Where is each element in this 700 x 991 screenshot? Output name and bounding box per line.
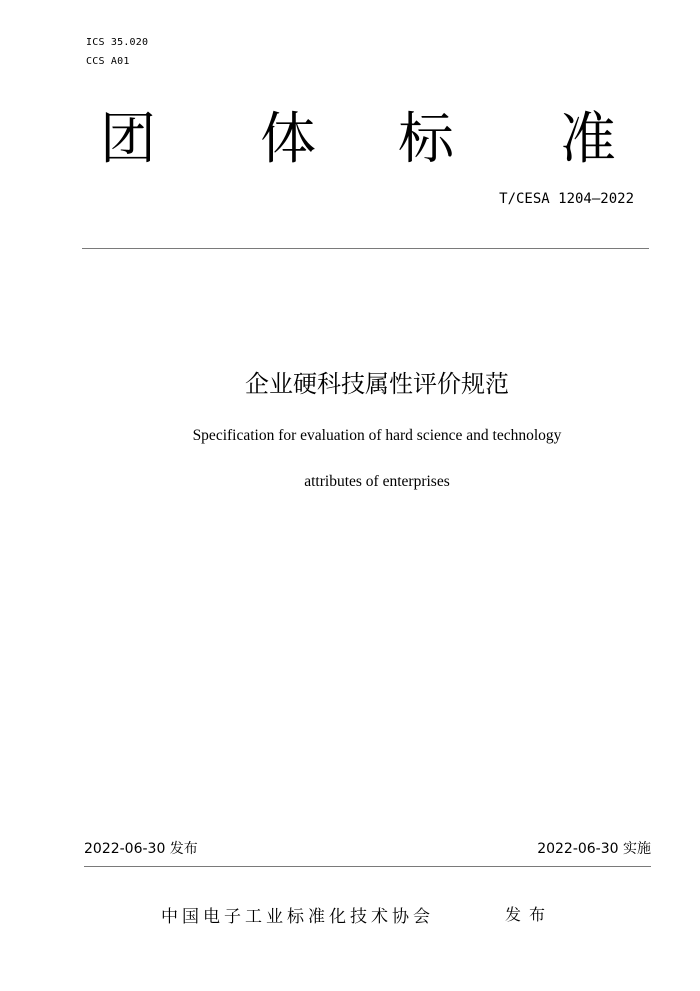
- ics-code: ICS 35.020: [86, 37, 149, 48]
- title-english-line-1: Specification for evaluation of hard science and technology: [192, 427, 562, 444]
- standard-number: T/CESA 1204—2022: [499, 191, 634, 207]
- title-chinese: 企业硬科技属性评价规范: [245, 370, 509, 398]
- publisher-name: 中国电子工业标准化技术协会: [161, 907, 434, 927]
- category-char-3: 标: [398, 107, 454, 172]
- top-divider: [82, 248, 649, 249]
- ccs-code: CCS A01: [86, 56, 130, 67]
- publish-label: 发布: [505, 905, 554, 924]
- issue-date: 2022-06-30 发布: [84, 841, 198, 857]
- implementation-date: 2022-06-30 实施: [537, 841, 651, 857]
- category-char-2: 体: [260, 107, 316, 172]
- title-english-line-2: attributes of enterprises: [304, 473, 450, 490]
- category-char-4: 准: [560, 107, 616, 172]
- category-char-1: 团: [100, 107, 156, 172]
- bottom-divider: [84, 866, 651, 867]
